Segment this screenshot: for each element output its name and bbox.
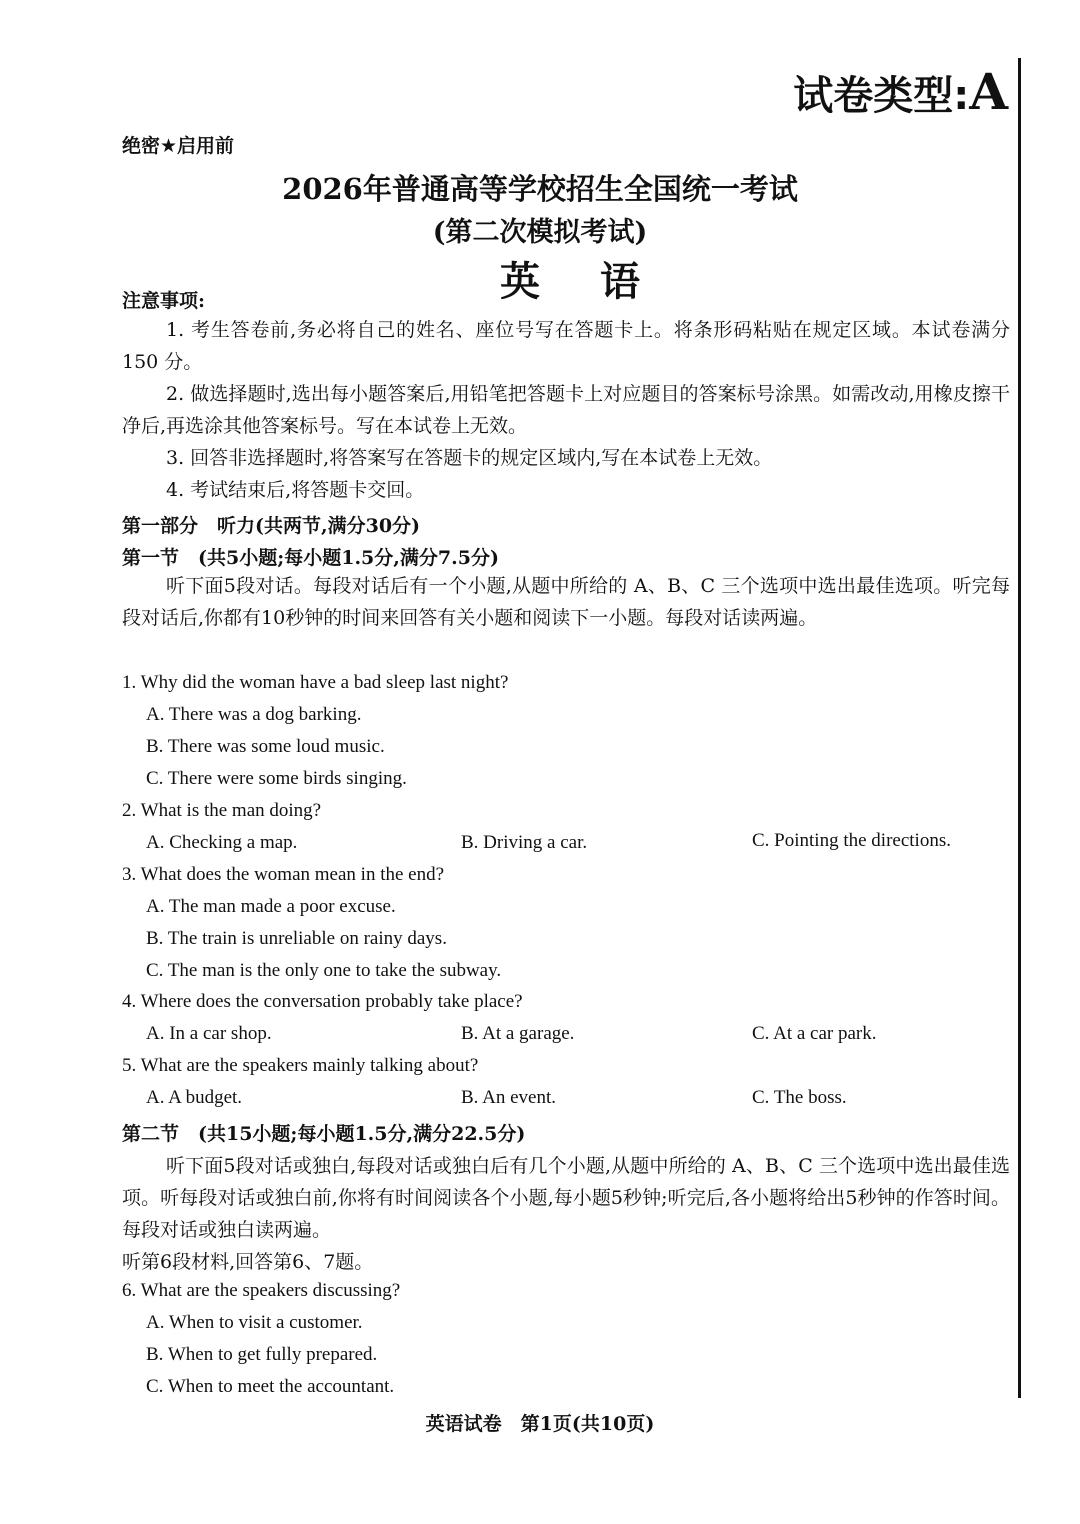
answer-option: B. There was some loud music. xyxy=(146,736,385,757)
answer-option: C. When to meet the accountant. xyxy=(146,1376,395,1397)
answer-option: B. When to get fully prepared. xyxy=(146,1344,378,1365)
answer-option: A. The man made a poor excuse. xyxy=(146,896,396,917)
notice-item-3: 3. 回答非选择题时,将答案写在答题卡的规定区域内,写在本试卷上无效。 xyxy=(166,447,773,469)
answer-option: B. The train is unreliable on rainy days. xyxy=(146,928,447,949)
exam-title: 2026年普通高等学校招生全国统一考试 xyxy=(282,172,798,206)
notice-item-4: 4. 考试结束后,将答题卡交回。 xyxy=(166,479,425,501)
section2-instructions: 听下面5段对话或独白,每段对话或独白后有几个小题,从题中所给的 A、B、C 三个选项中选出最佳选项。听每段对话或独白前,你将有时间阅读各个小题,每小题5秒钟;听完后,各小题将给出5秒钟的作答时间。每段对话或独白读两遍。 xyxy=(122,1155,1010,1241)
answer-option: A. There was a dog barking. xyxy=(146,704,362,725)
answer-option: B. An event. xyxy=(461,1087,556,1108)
answer-option: B. Driving a car. xyxy=(461,832,588,853)
subject-title: 英语 xyxy=(500,258,700,305)
page-footer: 英语试卷 第1页(共10页) xyxy=(425,1413,655,1435)
question-stem: 4. Where does the conversation probably take place? xyxy=(122,991,523,1012)
part1-heading: 第一部分 听力(共两节,满分30分) xyxy=(122,515,421,537)
answer-option: A. Checking a map. xyxy=(146,832,298,853)
confidential-mark: 绝密★启用前 xyxy=(122,135,235,157)
question-stem: 6. What are the speakers discussing? xyxy=(122,1280,401,1301)
notice-item-1: 1. 考生答卷前,务必将自己的姓名、座位号写在答题卡上。将条形码粘贴在规定区域。本试卷满分 150 分。 xyxy=(122,319,1010,373)
question-stem: 1. Why did the woman have a bad sleep last night? xyxy=(122,672,509,693)
section1-instructions: 听下面5段对话。每段对话后有一个小题,从题中所给的 A、B、C 三个选项中选出最佳选项。听完每段对话后,你都有10秒钟的时间来回答有关小题和阅读下一小题。每段对话读两遍。 xyxy=(122,575,1010,629)
answer-option: C. The man is the only one to take the subway. xyxy=(146,960,502,981)
paper-type-letter: A xyxy=(969,62,1008,121)
notice-heading: 注意事项: xyxy=(122,290,206,312)
paper-type-label: 试卷类型: xyxy=(793,73,970,119)
section1-heading: 第一节 (共5小题;每小题1.5分,满分7.5分) xyxy=(122,547,499,569)
question-stem: 3. What does the woman mean in the end? xyxy=(122,864,445,885)
exam-subtitle: (第二次模拟考试) xyxy=(432,217,648,248)
question-stem: 5. What are the speakers mainly talking about? xyxy=(122,1055,479,1076)
paper-type xyxy=(793,62,1008,121)
answer-option: C. Pointing the directions. xyxy=(752,830,951,851)
answer-option: A. A budget. xyxy=(146,1087,243,1108)
answer-option: A. When to visit a customer. xyxy=(146,1312,363,1333)
answer-option: C. At a car park. xyxy=(752,1023,877,1044)
material-note: 听第6段材料,回答第6、7题。 xyxy=(122,1251,374,1273)
answer-option: A. In a car shop. xyxy=(146,1023,272,1044)
notice-item-2: 2. 做选择题时,选出每小题答案后,用铅笔把答题卡上对应题目的答案标号涂黑。如需改动,用橡皮擦干净后,再选涂其他答案标号。写在本试卷上无效。 xyxy=(122,383,1010,437)
answer-option: C. The boss. xyxy=(752,1087,847,1108)
answer-option: C. There were some birds singing. xyxy=(146,768,407,789)
question-stem: 2. What is the man doing? xyxy=(122,800,322,821)
answer-option: B. At a garage. xyxy=(461,1023,575,1044)
section2-heading: 第二节 (共15小题;每小题1.5分,满分22.5分) xyxy=(122,1123,526,1145)
